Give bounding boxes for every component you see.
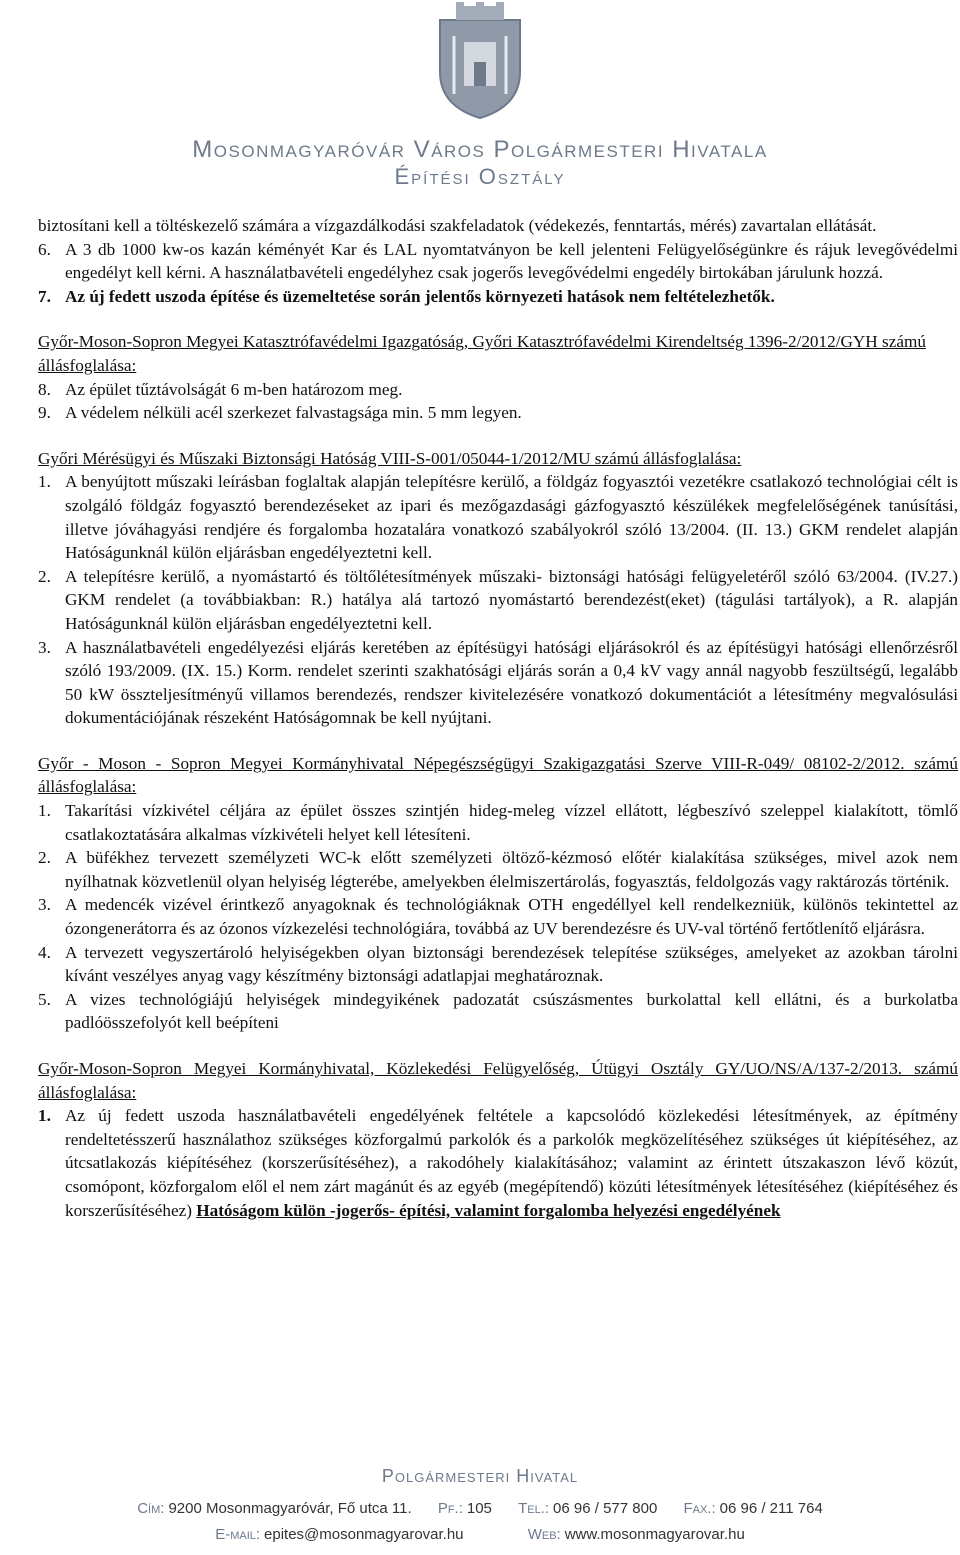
item-number: 9. (38, 403, 51, 423)
list-item (38, 401, 958, 425)
item-number: 5. (38, 989, 51, 1009)
item-number: 1. (38, 1106, 51, 1126)
list-item (38, 893, 958, 940)
letterhead (0, 0, 960, 200)
list-item (38, 941, 958, 988)
list-item (38, 799, 958, 846)
item-text-main: Az új fedett uszoda használatbavételi engedélyének feltétele a kapcsolódó közlekedési létesítmények, az építmény rendeltetésszerű használathoz szükséges közforgalmú parkolók és a parkolók megközelítéséhez szükséges út kiépítéséhez, az útcsatlakozás kiépítéséhez (korszerűsítéséhez), a rakodóhely kialakításához; valamint az érintett útszakaszon lévő közút, csomópont, közforgalom elől el nem zárt magánút és az egyéb (megépítendő) közúti létesítmények létesítéséhez (kiépítéséhez és korszerűsítéséhez) (65, 1106, 958, 1220)
section-heading: Győr - Moson - Sopron Megyei Kormányhivatal Népegészségügyi Szakigazgatási Szerve VIII-R-049/ 08102-2/2012. számú állásfoglalása: (38, 753, 958, 797)
list-item (38, 565, 958, 636)
item-text (65, 1104, 958, 1222)
list-item (38, 378, 958, 402)
section-heading: Győr-Moson-Sopron Megyei Kormányhivatal, Közlekedési Felügyelőség, Útügyi Osztály GY/UO/NS/A/137-2/2013. számú állásfoglalása: (38, 1059, 958, 1102)
department-name: Építési Osztály (394, 164, 566, 189)
section-heading: Győr-Moson-Sopron Megyei Katasztrófavédelmi Igazgatóság, Győri Katasztrófavédelmi Kirendeltség 1396-2/2012/GYH számú állásfoglalása: (38, 332, 926, 375)
footer-online-row (0, 1526, 960, 1543)
section-meresugyi (38, 447, 958, 730)
po-box-label: Pf.: (437, 1500, 463, 1517)
letterhead-footer (0, 1462, 960, 1555)
list-item (38, 1104, 958, 1222)
item-text: A 3 db 1000 kw-os kazán kéményét Kar és LAL nyomtatványon be kell jelenteni Felügyelőségünkre és rájuk levegővédelmi engedélyt kell kérni. A használatbavételi engedélyhez csak jogerős levegővédelmi engedély birtokában járulunk hozzá. (65, 239, 958, 283)
section-heading: Győri Mérésügyi és Műszaki Biztonsági Hatóság VIII-S-001/05044-1/2012/MU számú állásfoglalása: (38, 448, 742, 468)
item-text: A telepítésre kerülő, a nyomástartó és töltőlétesítmények műszaki- biztonsági hatósági felügyeletéről szóló 63/2004. (IV.27.) GKM rendelet (a továbbiakban: R.) hatálya alá tartozó nyomástartó berendezést(eket) (tágulási tartályok), a R. alapján Hatóságunknál külön eljárásban engedélyeztetni kell. (65, 566, 958, 633)
list-item (38, 238, 958, 285)
section-kozlekedesi (38, 1057, 958, 1222)
item-number: 2. (38, 848, 51, 868)
item-text: Az épület tűztávolságát 6 m-ben határozom meg. (65, 379, 403, 399)
city-coat-of-arms-icon (434, 2, 526, 120)
footer-contact-row (0, 1500, 960, 1517)
item-text: Az új fedett uszoda építése és üzemeltetése során jelentős környezeti hatások nem feltételezhetők. (65, 286, 775, 306)
website-link[interactable]: www.mosonmagyarovar.hu (564, 1526, 745, 1543)
list-item (38, 846, 958, 893)
item-text: A medencék vizével érintkező anyagoknak és technológiáknak OTH engedéllyel kell rendelkezniük, különös tekintettel az ózongenerátorra és az ózonos vízkezelési technológiára, továbbá az UV berendezésre és UV-val történő fertőtlenítő eljárásra. (65, 895, 958, 939)
po-box-value: 105 (466, 1500, 492, 1517)
list-item (38, 636, 958, 730)
list-item (38, 285, 958, 309)
footer-title: Polgármesteri Hivatal (381, 1466, 579, 1486)
item-number: 2. (38, 566, 51, 586)
item-text: A vizes technológiájú helyiségek mindegyikének padozatát csúszásmentes burkolattal kell ellátni, és a burkolatba padlóösszefolyót kell beépíteni (65, 989, 958, 1033)
item-number: 4. (38, 942, 51, 962)
item-number: 6. (38, 239, 51, 259)
item-number: 7. (38, 286, 51, 306)
fax-value: 06 96 / 211 764 (719, 1500, 823, 1517)
section-nepegeszsegugyi (38, 752, 958, 1035)
list-item (38, 988, 958, 1035)
item-text: A tervezett vegyszertároló helyiségekben olyan biztonsági berendezések telepítése szükséges, amelyeket az azokban tárolni kívánt veszélyes anyag vagy készítmény biztonsági adatlapjai meghatároznak. (65, 942, 958, 986)
item-text: A büfékhez tervezett személyzeti WC-k előtt személyzeti öltöző-kézmosó előtér kialakítása szükséges, mivel azok nem nyílhatnak közvetlenül olyan helyiség légterébe, amelyekben élelmiszertárolás, fogyasztás, feldolgozás vagy raktározás történik. (65, 848, 958, 891)
document-body (38, 214, 958, 1222)
item-number: 1. (38, 801, 51, 821)
phone-value: 06 96 / 577 800 (553, 1500, 658, 1517)
address-value: 9200 Mosonmagyaróvár, Fő utca 11. (168, 1500, 412, 1517)
item-number: 8. (38, 379, 51, 399)
item-text: A használatbavételi engedélyezési eljárás keretében az építésügyi hatósági eljárásokról és az építésügyi hatósági ellenőrzésről szóló 193/2009. (IX. 15.) Korm. rendelet szerinti szakhatósági eljárás során a 0,4 kV vagy annál nagyobb feszültségű, legalább 50 kW összteljesítményű villamos berendezés, rendszer kivitelezésére vonatkozó dokumentációt a létesítmény megvalósulási dokumentációjának részeként Hatóságomnak be kell nyújtani. (65, 637, 958, 728)
list-item (38, 470, 958, 564)
phone-label: Tel.: (518, 1500, 550, 1517)
fax-label: Fax.: (683, 1500, 716, 1517)
item-text-emphasis: Hatóságom külön -jogerős- építési, valamint forgalomba helyezési engedélyének (196, 1200, 781, 1220)
item-number: 1. (38, 472, 51, 492)
item-number: 3. (38, 895, 51, 915)
item-number: 3. (38, 637, 51, 657)
item-text: A védelem nélküli acél szerkezet falvastagsága min. 5 mm legyen. (65, 403, 522, 423)
email-label: E-mail: (215, 1526, 261, 1543)
item-text: Takarítási vízkivétel céljára az épület összes szintjén hideg-meleg vízzel ellátott, légbeszívó szeleppel kialakított, tömlő csatlakoztatására alkalmas vízkivételi helyet kell létesíteni. (65, 801, 958, 844)
address-label: Cím: (137, 1500, 165, 1517)
email-link[interactable]: epites@mosonmagyarovar.hu (264, 1526, 464, 1543)
web-label: Web: (527, 1526, 561, 1543)
item-text: A benyújtott műszaki leírásban foglaltak alapján telepítésre kerülő, a földgáz fogyasztói vezetékre csatlakozó technológiai célt is szolgáló földgáz fogyasztó berendezéseket az ipari és mezőgazdasági gázfogyasztó készülékek megfelelőségének tanúsítási, illetve jóváhagyási rendjére és forgalomba hozatalára vonatkozó szabályokról szóló 13/2004. (II. 13.) GKM rendelet alapján Hatóságunknál külön eljárásban engedélyeztetni kell. (65, 472, 958, 563)
organization-name: Mosonmagyaróvár Város Polgármesteri Hivatala (192, 136, 768, 163)
section-katasztrofavedelem (38, 330, 958, 424)
intro-paragraph: biztosítani kell a töltéskezelő számára a vízgazdálkodási szakfeladatok (védekezés, fenntartás, mérés) zavartalan ellátását. (38, 216, 877, 235)
